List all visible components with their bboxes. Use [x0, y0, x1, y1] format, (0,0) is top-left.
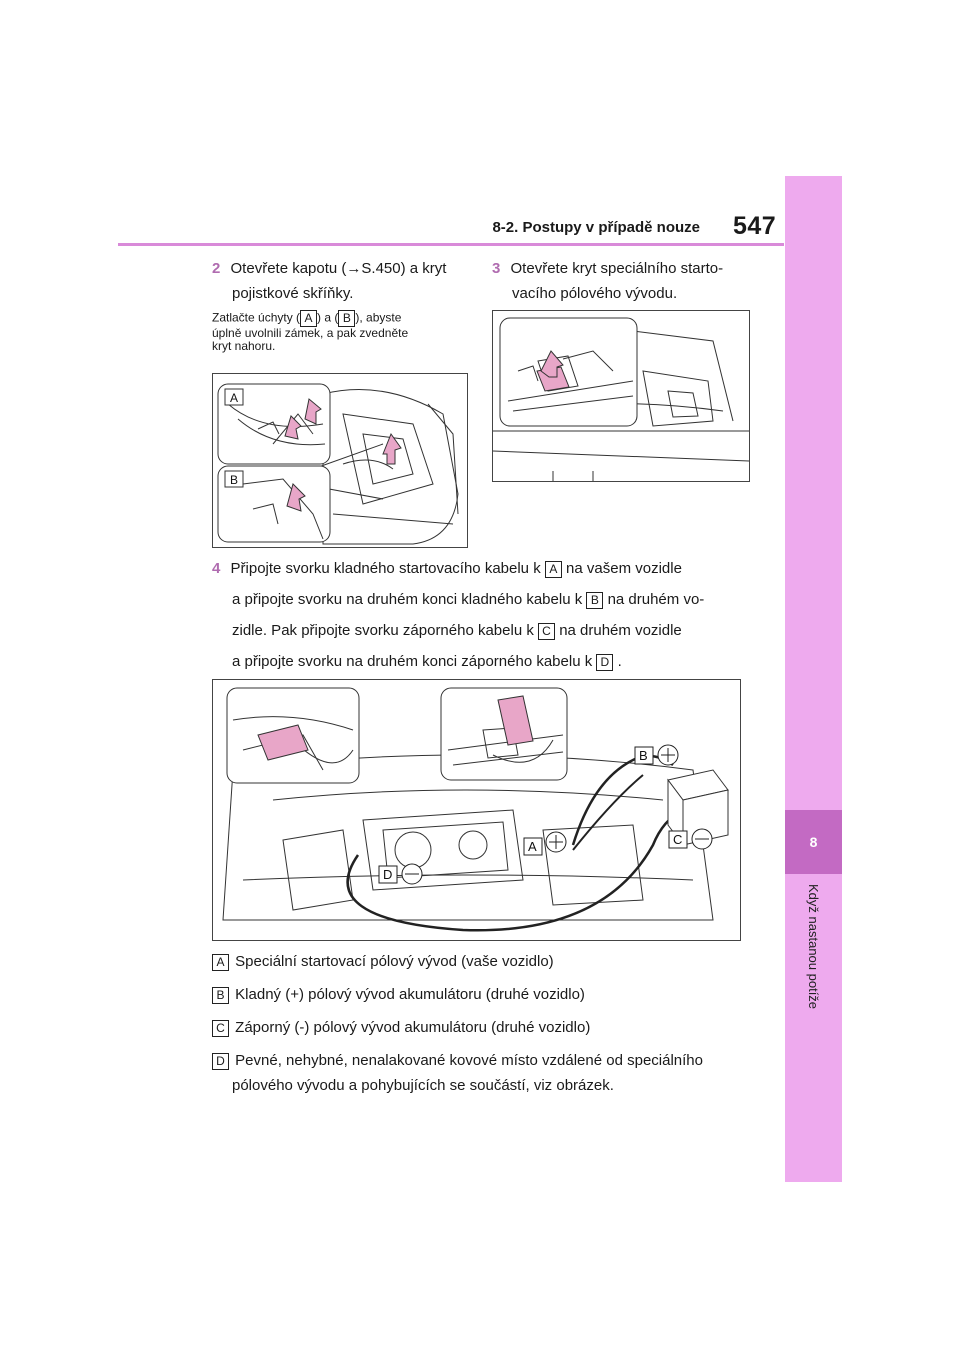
label-b-badge: B	[338, 310, 355, 327]
note-text: ) a (	[317, 310, 339, 325]
legend-key-badge: D	[212, 1053, 229, 1070]
legend-item	[212, 949, 772, 974]
svg-text:B: B	[230, 473, 239, 487]
legend-text: Kladný (+) pólový vývod akumulátoru (druhé vozidlo)	[235, 986, 585, 1003]
legend-text: Pevné, nehybné, nenalakované kovové místo vzdálené od speciálního	[235, 1052, 703, 1069]
step-text: na druhém vozidle	[559, 622, 682, 639]
svg-text:B: B	[639, 748, 648, 763]
note-text: Zatlačte úchyty (	[212, 310, 301, 325]
step-2	[212, 256, 482, 306]
note-text: kryt nahoru.	[212, 339, 276, 353]
legend-item	[212, 1015, 772, 1040]
step-text: Připojte svorku kladného startovacího kabelu k	[230, 560, 541, 577]
legend-text: Speciální startovací pólový vývod (vaše vozidlo)	[235, 953, 554, 970]
legend-text: pólového vývodu a pohybujících se součástí, viz obrázek.	[232, 1077, 614, 1094]
jump-start-illustration	[212, 679, 741, 941]
terminal-cover-illustration	[492, 310, 750, 482]
step-text: na druhém vo-	[607, 591, 705, 608]
legend-text: Záporný (-) pólový vývod akumulátoru (druhé vozidlo)	[235, 1019, 591, 1036]
step-number: 3	[492, 260, 501, 277]
legend-key-badge: B	[212, 987, 229, 1004]
svg-text:A: A	[528, 839, 537, 854]
page-number: 547	[733, 212, 777, 240]
label-a-badge: A	[300, 310, 317, 327]
label-d-badge: D	[596, 654, 613, 671]
note-text: ), abyste	[355, 310, 402, 325]
legend	[212, 949, 772, 1098]
engine-illustration	[493, 311, 749, 481]
svg-text:D: D	[383, 867, 393, 882]
legend-item	[212, 982, 772, 1007]
label-b-badge: B	[586, 592, 603, 609]
chapter-title: Když nastanou potíže	[806, 884, 821, 1010]
step-3	[492, 256, 772, 306]
label-a-badge: A	[545, 561, 562, 578]
step-text: a připojte svorku na druhém konci kladného kabelu k	[232, 591, 583, 608]
hood-fuse-box-illustration	[212, 373, 468, 548]
step-text: Otevřete kryt speciálního starto-	[510, 260, 724, 277]
step-text: pojistkové skříňky.	[232, 285, 354, 302]
chapter-number: 8	[785, 810, 842, 874]
step-text: a připojte svorku na druhém konci záporného kabelu k	[232, 653, 593, 670]
step-text: vacího pólového vývodu.	[512, 285, 678, 302]
step-text: .	[617, 653, 622, 670]
header-rule	[118, 243, 784, 246]
engine-illustration	[213, 374, 467, 547]
step-number: 2	[212, 260, 221, 277]
engine-illustration	[213, 680, 740, 940]
legend-key-badge: C	[212, 1020, 229, 1037]
legend-key-badge: A	[212, 954, 229, 971]
legend-item	[212, 1048, 772, 1073]
label-c-badge: C	[538, 623, 555, 640]
note-text: úplně uvolnili zámek, a pak zvedněte	[212, 326, 409, 340]
step-text: zidle. Pak připojte svorku záporného kabelu k	[232, 622, 534, 639]
step-text: na vašem vozidle	[566, 560, 682, 577]
step-text: Otevřete kapotu (→S.450) a kryt	[230, 260, 447, 277]
step-2-note	[212, 310, 482, 353]
step-4	[212, 556, 772, 674]
svg-text:C: C	[673, 832, 683, 847]
section-title: 8-2. Postupy v případě nouze	[492, 219, 700, 236]
step-number: 4	[212, 560, 221, 577]
svg-text:A: A	[230, 391, 239, 405]
